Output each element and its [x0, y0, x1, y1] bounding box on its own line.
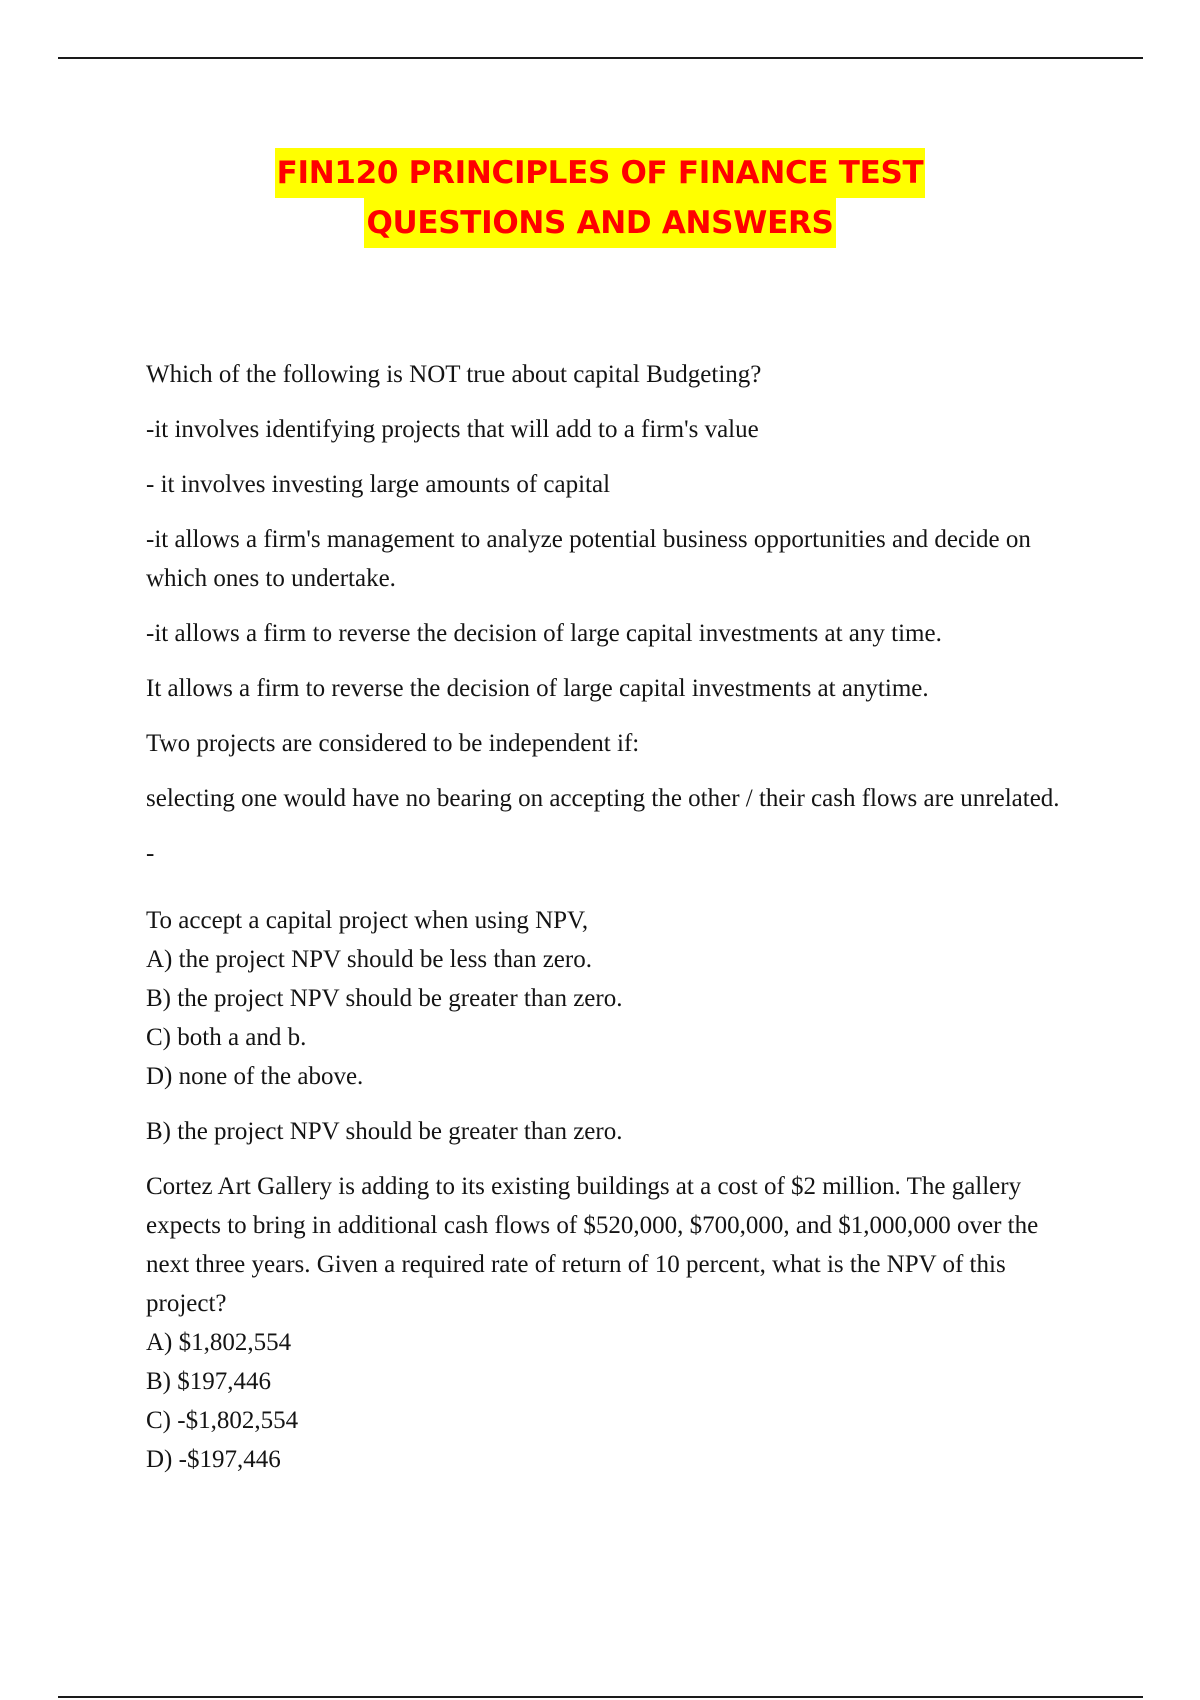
question-1: Which of the following is NOT true about capital Budgeting?: [146, 361, 762, 388]
question-1-option-1: -it involves identifying projects that will add to a firm's value: [146, 416, 759, 443]
document-body: [146, 355, 1066, 1495]
footer-rule: [58, 1696, 1143, 1698]
document-title: [0, 148, 1200, 248]
header-rule: [58, 57, 1143, 59]
question-4-option-a: A) $1,802,554: [146, 1329, 292, 1356]
question-3-option-a: A) the project NPV should be less than zero.: [146, 946, 592, 973]
question-3-answer: B) the project NPV should be greater than zero.: [146, 1118, 623, 1145]
question-3-option-d: D) none of the above.: [146, 1063, 364, 1090]
question-3-option-b: B) the project NPV should be greater than zero.: [146, 985, 623, 1012]
title-line-2: QUESTIONS AND ANSWERS: [364, 198, 835, 248]
question-3: To accept a capital project when using NPV,: [146, 907, 589, 934]
question-4-option-b: B) $197,446: [146, 1368, 271, 1395]
question-4-option-c: C) -$1,802,554: [146, 1407, 299, 1434]
question-4: Cortez Art Gallery is adding to its existing buildings at a cost of $2 million. The gallery expects to bring in additional cash flows of $520,000, $700,000, and $1,000,000 over the next three years. Given a required rate of return of 10 percent, what is the NPV of this project?: [146, 1173, 1039, 1317]
question-2-answer: selecting one would have no bearing on accepting the other / their cash flows are unrelated.: [146, 785, 1060, 812]
title-line-1: FIN120 PRINCIPLES OF FINANCE TEST: [275, 148, 926, 198]
question-1-option-3: -it allows a firm's management to analyze potential business opportunities and decide on which ones to undertake.: [146, 526, 1031, 592]
question-1-option-2: - it involves investing large amounts of capital: [146, 471, 611, 498]
question-1-option-4: -it allows a firm to reverse the decision of large capital investments at any time.: [146, 620, 942, 647]
question-1-answer: It allows a firm to reverse the decision of large capital investments at anytime.: [146, 675, 929, 702]
question-2: Two projects are considered to be independent if:: [146, 730, 640, 757]
separator-dash: -: [146, 840, 155, 867]
question-3-option-c: C) both a and b.: [146, 1024, 307, 1051]
question-4-block: [146, 1167, 1066, 1479]
question-3-block: [146, 901, 1066, 1096]
question-4-option-d: D) -$197,446: [146, 1446, 281, 1473]
